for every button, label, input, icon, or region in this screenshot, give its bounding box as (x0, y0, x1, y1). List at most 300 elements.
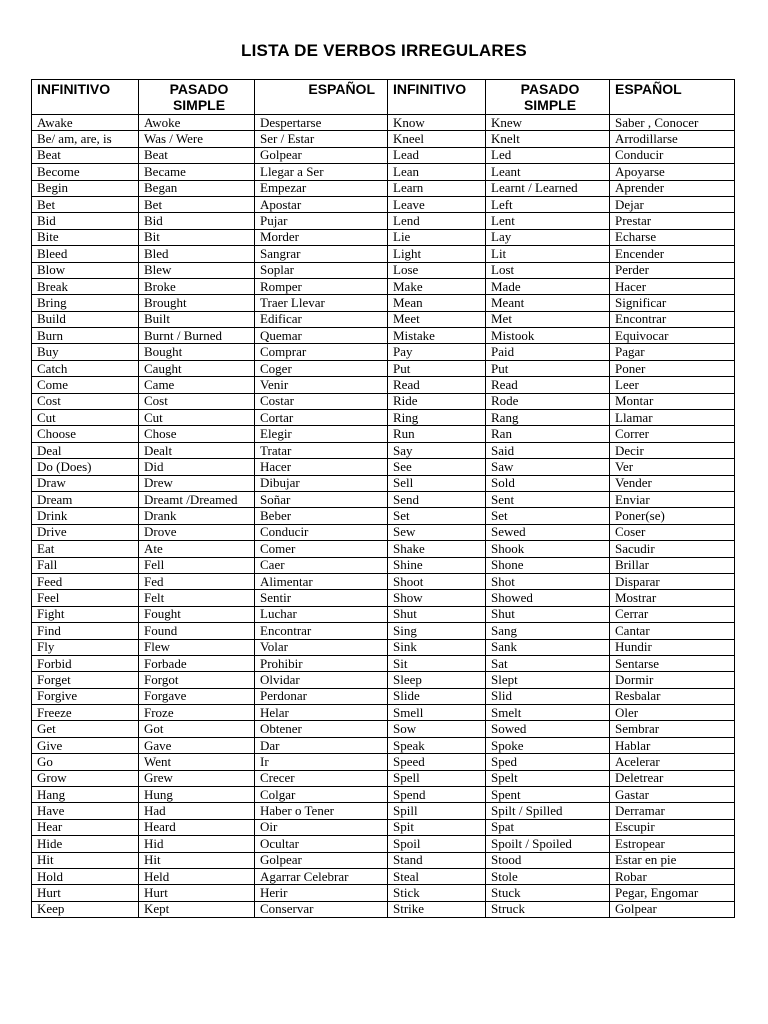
header-row (32, 80, 735, 115)
infinitivo-cell: Hang (32, 787, 139, 803)
infinitivo-cell: Have (32, 803, 139, 819)
infinitivo-cell: Meet (388, 311, 486, 327)
infinitivo-cell: Lend (388, 213, 486, 229)
espanol-cell: Conducir (255, 524, 388, 540)
table-row (32, 573, 735, 589)
table-row (32, 868, 735, 884)
pasado-simple-cell: Had (139, 803, 255, 819)
espanol-cell: Alimentar (255, 573, 388, 589)
infinitivo-cell: Fight (32, 606, 139, 622)
espanol-cell: Obtener (255, 721, 388, 737)
infinitivo-cell: Choose (32, 426, 139, 442)
pasado-simple-cell: Spoke (486, 737, 610, 753)
pasado-simple-cell: Sent (486, 491, 610, 507)
espanol-cell: Disparar (610, 573, 735, 589)
pasado-simple-cell: Shut (486, 606, 610, 622)
infinitivo-cell: Stick (388, 885, 486, 901)
espanol-cell: Comer (255, 541, 388, 557)
pasado-simple-cell: Smelt (486, 705, 610, 721)
espanol-cell: Soplar (255, 262, 388, 278)
espanol-cell: Encontrar (255, 623, 388, 639)
espanol-cell: Saber , Conocer (610, 115, 735, 131)
infinitivo-cell: Leave (388, 196, 486, 212)
table-row (32, 328, 735, 344)
pasado-simple-cell: Hid (139, 836, 255, 852)
espanol-cell: Beber (255, 508, 388, 524)
infinitivo-cell: Freeze (32, 705, 139, 721)
espanol-cell: Elegir (255, 426, 388, 442)
page-title: LISTA DE VERBOS IRREGULARES (241, 41, 527, 60)
table-row (32, 639, 735, 655)
table-row (32, 524, 735, 540)
infinitivo-cell: Sell (388, 475, 486, 491)
infinitivo-cell: Bid (32, 213, 139, 229)
infinitivo-cell: Come (32, 377, 139, 393)
espanol-cell: Cortar (255, 410, 388, 426)
pasado-simple-cell: Sat (486, 655, 610, 671)
pasado-simple-cell: Spilt / Spilled (486, 803, 610, 819)
infinitivo-cell: Spill (388, 803, 486, 819)
infinitivo-cell: Lean (388, 164, 486, 180)
infinitivo-cell: Forgive (32, 688, 139, 704)
espanol-cell: Perder (610, 262, 735, 278)
infinitivo-cell: Drink (32, 508, 139, 524)
infinitivo-cell: Shoot (388, 573, 486, 589)
pasado-simple-cell: Bit (139, 229, 255, 245)
pasado-simple-cell: Shone (486, 557, 610, 573)
pasado-simple-cell: Drank (139, 508, 255, 524)
espanol-cell: Apoyarse (610, 164, 735, 180)
infinitivo-cell: Grow (32, 770, 139, 786)
pasado-simple-cell: Froze (139, 705, 255, 721)
infinitivo-cell: Beat (32, 147, 139, 163)
pasado-simple-cell: Found (139, 623, 255, 639)
espanol-cell: Vender (610, 475, 735, 491)
table-row (32, 590, 735, 606)
infinitivo-cell: Ring (388, 410, 486, 426)
espanol-cell: Golpear (255, 147, 388, 163)
infinitivo-cell: Steal (388, 868, 486, 884)
espanol-cell: Dibujar (255, 475, 388, 491)
infinitivo-cell: Speak (388, 737, 486, 753)
pasado-simple-cell: Came (139, 377, 255, 393)
infinitivo-cell: Hide (32, 836, 139, 852)
espanol-cell: Herir (255, 885, 388, 901)
infinitivo-cell: Sink (388, 639, 486, 655)
table-row (32, 295, 735, 311)
pasado-simple-cell: Hung (139, 787, 255, 803)
espanol-cell: Luchar (255, 606, 388, 622)
infinitivo-cell: Bring (32, 295, 139, 311)
espanol-cell: Robar (610, 868, 735, 884)
espanol-cell: Edificar (255, 311, 388, 327)
pasado-simple-cell: Burnt / Burned (139, 328, 255, 344)
espanol-cell: Sembrar (610, 721, 735, 737)
table-row (32, 278, 735, 294)
pasado-simple-cell: Spelt (486, 770, 610, 786)
table-row (32, 541, 735, 557)
infinitivo-cell: Slide (388, 688, 486, 704)
table-row (32, 737, 735, 753)
infinitivo-cell: Find (32, 623, 139, 639)
espanol-cell: Olvidar (255, 672, 388, 688)
espanol-cell: Cerrar (610, 606, 735, 622)
table-row (32, 705, 735, 721)
pasado-simple-cell: Became (139, 164, 255, 180)
espanol-cell: Golpear (255, 852, 388, 868)
pasado-simple-cell: Awoke (139, 115, 255, 131)
pasado-simple-cell: Chose (139, 426, 255, 442)
pasado-simple-cell: Sewed (486, 524, 610, 540)
infinitivo-cell: Sleep (388, 672, 486, 688)
espanol-cell: Brillar (610, 557, 735, 573)
espanol-cell: Estropear (610, 836, 735, 852)
infinitivo-cell: Bite (32, 229, 139, 245)
pasado-simple-cell: Held (139, 868, 255, 884)
espanol-cell: Volar (255, 639, 388, 655)
espanol-cell: Prohibir (255, 655, 388, 671)
table-row (32, 787, 735, 803)
pasado-simple-cell: Drew (139, 475, 255, 491)
espanol-cell: Leer (610, 377, 735, 393)
espanol-cell: Correr (610, 426, 735, 442)
espanol-cell: Pegar, Engomar (610, 885, 735, 901)
infinitivo-cell: Spoil (388, 836, 486, 852)
table-row (32, 655, 735, 671)
pasado-simple-cell: Bet (139, 196, 255, 212)
pasado-simple-cell: Forgave (139, 688, 255, 704)
espanol-cell: Pagar (610, 344, 735, 360)
table-row (32, 557, 735, 573)
infinitivo-cell: Put (388, 360, 486, 376)
espanol-cell: Tratar (255, 442, 388, 458)
espanol-cell: Costar (255, 393, 388, 409)
table-row (32, 819, 735, 835)
infinitivo-cell: Buy (32, 344, 139, 360)
pasado-simple-cell: Stood (486, 852, 610, 868)
infinitivo-cell: Eat (32, 541, 139, 557)
espanol-cell: Encender (610, 246, 735, 262)
pasado-simple-cell: Dealt (139, 442, 255, 458)
pasado-simple-cell: Set (486, 508, 610, 524)
pasado-simple-cell: Grew (139, 770, 255, 786)
table-row (32, 672, 735, 688)
espanol-cell: Decir (610, 442, 735, 458)
table-row (32, 213, 735, 229)
pasado-simple-cell: Broke (139, 278, 255, 294)
table-row (32, 147, 735, 163)
pasado-simple-cell: Put (486, 360, 610, 376)
infinitivo-cell: Give (32, 737, 139, 753)
pasado-simple-cell: Hit (139, 852, 255, 868)
espanol-cell: Caer (255, 557, 388, 573)
espanol-cell: Enviar (610, 491, 735, 507)
infinitivo-cell: Shake (388, 541, 486, 557)
espanol-cell: Haber o Tener (255, 803, 388, 819)
pasado-simple-cell: Caught (139, 360, 255, 376)
infinitivo-cell: Burn (32, 328, 139, 344)
infinitivo-cell: Spit (388, 819, 486, 835)
infinitivo-cell: Fly (32, 639, 139, 655)
espanol-cell: Sangrar (255, 246, 388, 262)
infinitivo-cell: Set (388, 508, 486, 524)
pasado-simple-cell: Paid (486, 344, 610, 360)
espanol-cell: Conducir (610, 147, 735, 163)
table-row (32, 442, 735, 458)
infinitivo-cell: Shut (388, 606, 486, 622)
pasado-simple-cell: Led (486, 147, 610, 163)
infinitivo-cell: Bet (32, 196, 139, 212)
pasado-simple-cell: Went (139, 754, 255, 770)
espanol-cell: Dar (255, 737, 388, 753)
espanol-cell: Sacudir (610, 541, 735, 557)
espanol-cell: Oir (255, 819, 388, 835)
pasado-simple-cell: Bled (139, 246, 255, 262)
infinitivo-cell: Do (Does) (32, 459, 139, 475)
pasado-simple-cell: Kept (139, 901, 255, 917)
infinitivo-cell: Blow (32, 262, 139, 278)
pasado-simple-cell: Knew (486, 115, 610, 131)
pasado-simple-cell: Spoilt / Spoiled (486, 836, 610, 852)
pasado-simple-cell: Sank (486, 639, 610, 655)
pasado-simple-cell: Spent (486, 787, 610, 803)
pasado-simple-cell: Cut (139, 410, 255, 426)
irregular-verbs-table (31, 79, 735, 918)
infinitivo-cell: Read (388, 377, 486, 393)
pasado-simple-cell: Stole (486, 868, 610, 884)
pasado-simple-cell: Ate (139, 541, 255, 557)
infinitivo-cell: Awake (32, 115, 139, 131)
infinitivo-cell: Learn (388, 180, 486, 196)
espanol-cell: Ser / Estar (255, 131, 388, 147)
infinitivo-cell: Catch (32, 360, 139, 376)
espanol-cell: Derramar (610, 803, 735, 819)
espanol-cell: Colgar (255, 787, 388, 803)
table-row (32, 901, 735, 917)
infinitivo-cell: Dream (32, 491, 139, 507)
pasado-simple-cell: Saw (486, 459, 610, 475)
pasado-simple-cell: Spat (486, 819, 610, 835)
infinitivo-cell: Forget (32, 672, 139, 688)
infinitivo-cell: Kneel (388, 131, 486, 147)
infinitivo-cell: Hear (32, 819, 139, 835)
table-row (32, 131, 735, 147)
espanol-cell: Cantar (610, 623, 735, 639)
infinitivo-cell: Be/ am, are, is (32, 131, 139, 147)
espanol-cell: Llegar a Ser (255, 164, 388, 180)
infinitivo-cell: Keep (32, 901, 139, 917)
infinitivo-cell: Strike (388, 901, 486, 917)
espanol-cell: Oler (610, 705, 735, 721)
espanol-cell: Resbalar (610, 688, 735, 704)
table-row (32, 852, 735, 868)
infinitivo-cell: Deal (32, 442, 139, 458)
pasado-simple-cell: Mistook (486, 328, 610, 344)
table-row (32, 410, 735, 426)
table-body (32, 115, 735, 918)
pasado-simple-cell: Leant (486, 164, 610, 180)
pasado-simple-cell: Forbade (139, 655, 255, 671)
pasado-simple-cell: Shot (486, 573, 610, 589)
infinitivo-cell: Forbid (32, 655, 139, 671)
pasado-simple-cell: Sang (486, 623, 610, 639)
table-row (32, 803, 735, 819)
pasado-simple-cell: Flew (139, 639, 255, 655)
pasado-simple-cell: Built (139, 311, 255, 327)
espanol-cell: Venir (255, 377, 388, 393)
espanol-cell: Ocultar (255, 836, 388, 852)
espanol-cell: Ver (610, 459, 735, 475)
espanol-cell: Soñar (255, 491, 388, 507)
infinitivo-cell: Cut (32, 410, 139, 426)
espanol-cell: Gastar (610, 787, 735, 803)
espanol-cell: Sentir (255, 590, 388, 606)
infinitivo-cell: Light (388, 246, 486, 262)
pasado-simple-cell: Shook (486, 541, 610, 557)
infinitivo-cell: Stand (388, 852, 486, 868)
pasado-simple-cell: Rode (486, 393, 610, 409)
pasado-simple-cell: Beat (139, 147, 255, 163)
espanol-cell: Echarse (610, 229, 735, 245)
infinitivo-cell: Shine (388, 557, 486, 573)
infinitivo-cell: Break (32, 278, 139, 294)
infinitivo-cell: Lie (388, 229, 486, 245)
infinitivo-cell: Say (388, 442, 486, 458)
infinitivo-cell: Mistake (388, 328, 486, 344)
espanol-cell: Perdonar (255, 688, 388, 704)
espanol-cell: Significar (610, 295, 735, 311)
pasado-simple-cell: Was / Were (139, 131, 255, 147)
espanol-cell: Hundir (610, 639, 735, 655)
espanol-cell: Hacer (255, 459, 388, 475)
infinitivo-cell: Spend (388, 787, 486, 803)
pasado-simple-cell: Hurt (139, 885, 255, 901)
espanol-cell: Poner (610, 360, 735, 376)
espanol-cell: Montar (610, 393, 735, 409)
pasado-simple-cell: Dreamt /Dreamed (139, 491, 255, 507)
infinitivo-cell: Pay (388, 344, 486, 360)
pasado-simple-cell: Slid (486, 688, 610, 704)
table-row (32, 491, 735, 507)
pasado-simple-cell: Lit (486, 246, 610, 262)
table-row (32, 115, 735, 131)
pasado-simple-cell: Sped (486, 754, 610, 770)
table-row (32, 344, 735, 360)
espanol-cell: Mostrar (610, 590, 735, 606)
table-row (32, 393, 735, 409)
infinitivo-cell: See (388, 459, 486, 475)
infinitivo-cell: Go (32, 754, 139, 770)
espanol-cell: Prestar (610, 213, 735, 229)
pasado-simple-cell: Ran (486, 426, 610, 442)
table-row (32, 836, 735, 852)
table-row (32, 508, 735, 524)
header-infinitivo: INFINITIVO (32, 80, 139, 115)
espanol-cell: Traer Llevar (255, 295, 388, 311)
espanol-cell: Helar (255, 705, 388, 721)
espanol-cell: Agarrar Celebrar (255, 868, 388, 884)
infinitivo-cell: Get (32, 721, 139, 737)
espanol-cell: Hacer (610, 278, 735, 294)
espanol-cell: Apostar (255, 196, 388, 212)
header-espanol: ESPAÑOL (255, 80, 388, 115)
table-row (32, 180, 735, 196)
pasado-simple-cell: Sowed (486, 721, 610, 737)
infinitivo-cell: Ride (388, 393, 486, 409)
infinitivo-cell: Speed (388, 754, 486, 770)
infinitivo-cell: Sing (388, 623, 486, 639)
espanol-cell: Dormir (610, 672, 735, 688)
pasado-simple-cell: Knelt (486, 131, 610, 147)
infinitivo-cell: Fall (32, 557, 139, 573)
table-row (32, 623, 735, 639)
infinitivo-cell: Show (388, 590, 486, 606)
infinitivo-cell: Cost (32, 393, 139, 409)
pasado-simple-cell: Drove (139, 524, 255, 540)
header-espanol-2: ESPAÑOL (610, 80, 735, 115)
espanol-cell: Coger (255, 360, 388, 376)
espanol-cell: Arrodillarse (610, 131, 735, 147)
pasado-simple-cell: Brought (139, 295, 255, 311)
pasado-simple-cell: Met (486, 311, 610, 327)
espanol-cell: Dejar (610, 196, 735, 212)
pasado-simple-cell: Rang (486, 410, 610, 426)
infinitivo-cell: Drive (32, 524, 139, 540)
pasado-simple-cell: Felt (139, 590, 255, 606)
table-row (32, 606, 735, 622)
table-row (32, 459, 735, 475)
pasado-simple-cell: Began (139, 180, 255, 196)
espanol-cell: Estar en pie (610, 852, 735, 868)
espanol-cell: Crecer (255, 770, 388, 786)
pasado-simple-cell: Forgot (139, 672, 255, 688)
infinitivo-cell: Sew (388, 524, 486, 540)
espanol-cell: Ir (255, 754, 388, 770)
table-row (32, 311, 735, 327)
espanol-cell: Equivocar (610, 328, 735, 344)
pasado-simple-cell: Struck (486, 901, 610, 917)
infinitivo-cell: Lead (388, 147, 486, 163)
espanol-cell: Romper (255, 278, 388, 294)
espanol-cell: Deletrear (610, 770, 735, 786)
pasado-simple-cell: Cost (139, 393, 255, 409)
infinitivo-cell: Smell (388, 705, 486, 721)
pasado-simple-cell: Fell (139, 557, 255, 573)
pasado-simple-cell: Said (486, 442, 610, 458)
infinitivo-cell: Mean (388, 295, 486, 311)
infinitivo-cell: Begin (32, 180, 139, 196)
infinitivo-cell: Draw (32, 475, 139, 491)
espanol-cell: Quemar (255, 328, 388, 344)
espanol-cell: Coser (610, 524, 735, 540)
espanol-cell: Escupir (610, 819, 735, 835)
pasado-simple-cell: Lay (486, 229, 610, 245)
espanol-cell: Despertarse (255, 115, 388, 131)
table-header (32, 80, 735, 115)
espanol-cell: Pujar (255, 213, 388, 229)
infinitivo-cell: Build (32, 311, 139, 327)
infinitivo-cell: Sit (388, 655, 486, 671)
pasado-simple-cell: Sold (486, 475, 610, 491)
table-row (32, 229, 735, 245)
infinitivo-cell: Spell (388, 770, 486, 786)
infinitivo-cell: Hit (32, 852, 139, 868)
infinitivo-cell: Lose (388, 262, 486, 278)
pasado-simple-cell: Read (486, 377, 610, 393)
header-pasado-simple: PASADO SIMPLE (139, 80, 255, 115)
pasado-simple-cell: Fought (139, 606, 255, 622)
pasado-simple-cell: Gave (139, 737, 255, 753)
